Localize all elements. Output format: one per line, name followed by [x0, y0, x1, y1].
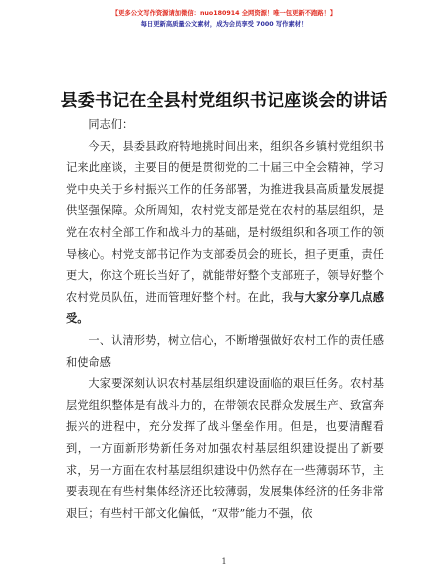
document-title: 县委书记在全县村党组织书记座谈会的讲话	[60, 91, 388, 111]
paragraph	[66, 136, 384, 330]
promo-banner-line1: 【更多公文写作资源请加微信：nuo180914 全网资源！唯一包更新不跑路！】	[111, 10, 337, 17]
section-heading: 一、认清形势，树立信心，不断增强做好农村工作的责任感和使命感	[66, 333, 384, 369]
promo-banner-line2: 每日更新高质量公文素材，成为会员享受 7000 写作素材！	[140, 21, 308, 28]
salutation: 同志们：	[88, 118, 134, 131]
paragraph-text: 今天，县委县政府特地挑时间出来，组织各乡镇村党组织书记来此座谈，主要目的便是贯彻党的二十届三中全会精神，学习党中央关于乡村振兴工作的任务部署，为推进我县高质量发展提供坚强保障。众所周知，农村党支部是党在农村的基层组织，是党在农村全部工作和战斗力的基础，是村级组织和各项工作的领导核心。村党支部书记作为支部委员会的班长，担子更重，责任更大，你这个班长当好了，就能带好整个支部班子，领导好整个农村党员队伍，进而管理好整个村。在此，我	[66, 139, 384, 304]
page-number: 1	[221, 557, 227, 566]
paragraph-bold-text: 与大家分享几点感受。	[66, 289, 384, 326]
promo-banner	[0, 8, 448, 30]
paragraph: 大家要深刻认识农村基层组织建设面临的艰巨任务。农村基层党组织整体是有战斗力的，在带领农民群众发展生产、致富奔振兴的进程中，充分发挥了战斗堡垒作用。但是，也要清醒看到，一方面新形势新任务对加强农村基层组织建设提出了新要求，另一方面在农村基层组织建设中仍然存在一些薄弱环节，主要表现在有些村集体经济还比较薄弱，发展集体经济的任务非常艰巨；有些村干部文化偏低，“双带”能力不强，依	[66, 377, 384, 520]
document-body	[66, 114, 384, 524]
